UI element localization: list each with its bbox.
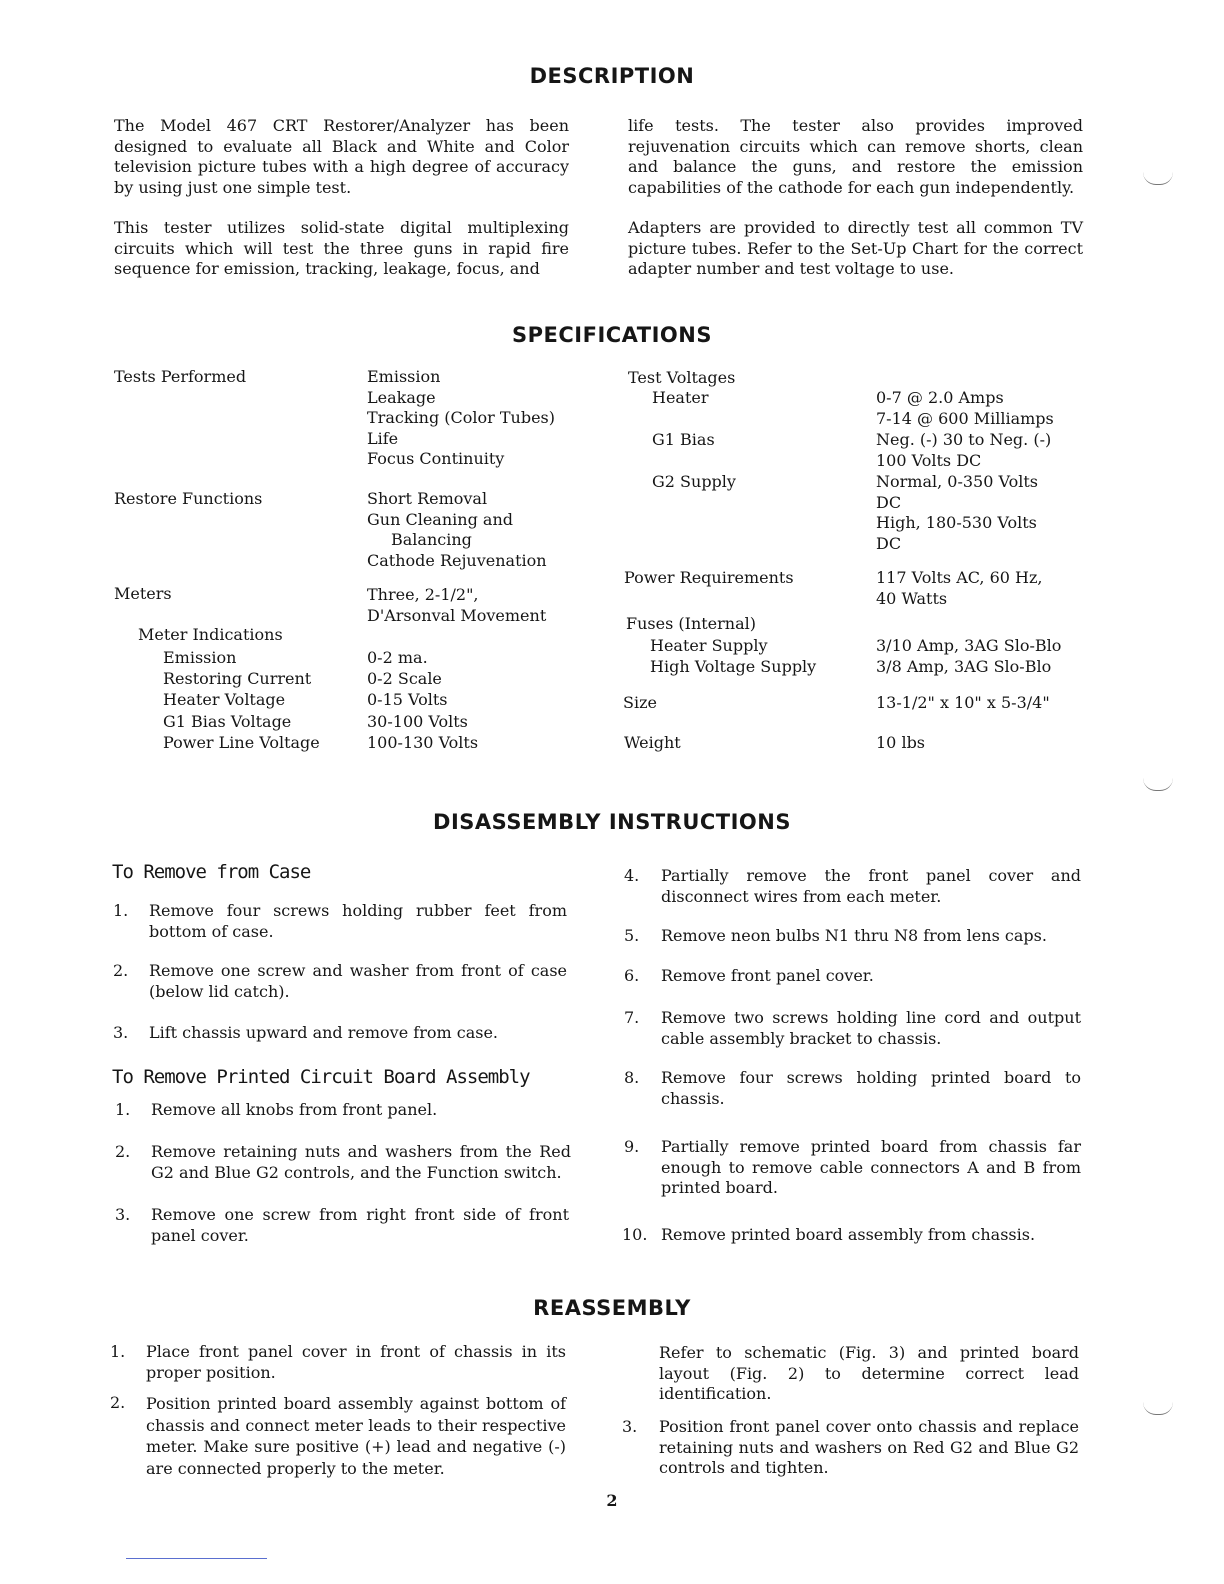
spec-value-line: Gun Cleaning and — [367, 509, 513, 529]
spec-value-line: DC — [876, 492, 902, 512]
spec-value-line: Balancing — [391, 530, 472, 549]
step-number: 2. — [110, 1393, 126, 1412]
spec-label-heater-supply: Heater Supply — [650, 636, 768, 655]
spec-value-line: High, 180-530 Volts — [876, 513, 1037, 532]
spec-value-line: 100 Volts DC — [876, 450, 982, 470]
spec-value-line: Emission — [367, 367, 441, 386]
spec-label-hv-supply: High Voltage Supply — [650, 657, 817, 676]
spec-value-tests — [367, 367, 555, 470]
spec-value-line: Short Removal — [367, 489, 488, 508]
footnote-rule — [126, 1558, 267, 1559]
spec-value-restore — [367, 489, 547, 571]
description-heading: DESCRIPTION — [529, 64, 695, 88]
indication-value: 30-100 Volts — [367, 711, 468, 731]
step-number: 1. — [113, 901, 129, 920]
spec-label-meters: Meters — [114, 584, 172, 603]
case-step-3: Lift chassis upward and remove from case. — [149, 1023, 498, 1042]
spec-label-tests-performed: Tests Performed — [114, 367, 247, 386]
spec-value-line: Focus Continuity — [367, 449, 505, 468]
specifications-heading: SPECIFICATIONS — [512, 323, 712, 347]
step-number: 9. — [624, 1137, 640, 1156]
disassembly-heading: DISASSEMBLY INSTRUCTIONS — [433, 810, 791, 834]
disassembly-step-6: Remove front panel cover. — [661, 966, 874, 985]
description-paragraph-1: The Model 467 CRT Restorer/Analyzer has been designed to evaluate all Black and White and Color television picture tubes with a high degree of accuracy by using just one simple test. — [114, 116, 569, 197]
description-paragraph-3: life tests. The tester also provides improved rejuvenation circuits which can remove shorts, clean and balance the guns, and restore the emission capabilities of the cathode for each gun independently. — [628, 116, 1083, 197]
spec-label-fuses: Fuses (Internal) — [626, 614, 756, 633]
description-paragraph-2: This tester utilizes solid-state digital multiplexing circuits which will test the three guns in rapid fire sequence for emission, tracking, leakage, focus, and — [114, 218, 569, 278]
indication-label: Power Line Voltage — [163, 732, 320, 752]
spec-value-meters — [367, 585, 546, 626]
spec-label-g1-bias: G1 Bias — [652, 430, 715, 449]
spec-value-line: Neg. (-) 30 to Neg. (-) — [876, 430, 1052, 449]
reassembly-step-2-continued: Refer to schematic (Fig. 3) and printed board layout (Fig. 2) to determine correct lead identification. — [659, 1343, 1079, 1403]
spec-label-meter-indications: Meter Indications — [138, 625, 283, 644]
margin-mark — [1143, 1402, 1173, 1415]
reassembly-heading: REASSEMBLY — [533, 1296, 691, 1320]
disassembly-step-4: Partially remove the front panel cover and disconnect wires from each meter. — [661, 866, 1081, 906]
indication-value: 100-130 Volts — [367, 732, 479, 752]
spec-value-line: Life — [367, 428, 399, 448]
spec-value-line: DC — [876, 533, 902, 553]
spec-label-test-voltages: Test Voltages — [628, 368, 736, 387]
spec-value-line: D'Arsonval Movement — [367, 605, 547, 625]
indication-label: Heater Voltage — [163, 690, 286, 710]
step-number: 3. — [115, 1205, 131, 1224]
spec-value-hv-supply: 3/8 Amp, 3AG Slo-Blo — [876, 657, 1052, 676]
margin-mark — [1143, 172, 1173, 185]
spec-value-line: Normal, 0-350 Volts — [876, 472, 1038, 491]
step-number: 2. — [113, 961, 129, 980]
reassembly-step-2: Position printed board assembly against bottom of chassis and connect meter leads to their respective meter. Make sure positive (+) lead and negative (-) are connected properly to the meter. — [146, 1394, 566, 1478]
case-step-1: Remove four screws holding rubber feet from bottom of case. — [149, 901, 567, 941]
spec-label-restore-functions: Restore Functions — [114, 489, 263, 508]
spec-label-g2-supply: G2 Supply — [652, 472, 736, 491]
step-number: 5. — [624, 926, 640, 945]
step-number: 1. — [110, 1342, 126, 1361]
remove-from-case-heading: To Remove from Case — [112, 861, 311, 883]
step-number: 4. — [624, 866, 640, 885]
step-number: 3. — [113, 1023, 129, 1042]
spec-value-g2 — [876, 472, 1038, 554]
disassembly-step-8: Remove four screws holding printed board to chassis. — [661, 1068, 1081, 1108]
reassembly-step-1: Place front panel cover in front of chassis in its proper position. — [146, 1342, 566, 1382]
spec-value-power — [876, 568, 1043, 609]
disassembly-step-10: Remove printed board assembly from chassis. — [661, 1225, 1036, 1244]
disassembly-step-5: Remove neon bulbs N1 thru N8 from lens caps. — [661, 926, 1047, 945]
step-number: 1. — [115, 1100, 131, 1119]
step-number: 10. — [622, 1225, 648, 1244]
step-number: 2. — [115, 1142, 131, 1161]
indication-label: Restoring Current — [163, 669, 312, 689]
page-number: 2 — [606, 1491, 618, 1510]
step-number: 8. — [624, 1068, 640, 1087]
indication-value: 0-2 Scale — [367, 669, 442, 689]
spec-value-line: Tracking (Color Tubes) — [367, 408, 556, 427]
spec-value-line: Three, 2-1/2", — [367, 585, 479, 604]
indication-value: 0-15 Volts — [367, 690, 448, 710]
spec-indication-labels — [163, 647, 320, 753]
reassembly-step-3: Position front panel cover onto chassis and replace retaining nuts and washers on Red G2 and Blue G2 controls and tighten. — [659, 1417, 1079, 1477]
pcb-step-2: Remove retaining nuts and washers from the Red G2 and Blue G2 controls, and the Function switch. — [151, 1142, 571, 1182]
remove-pcb-heading: To Remove Printed Circuit Board Assembly — [112, 1066, 530, 1088]
spec-value-heater-supply: 3/10 Amp, 3AG Slo-Blo — [876, 636, 1062, 655]
description-paragraph-4: Adapters are provided to directly test all common TV picture tubes. Refer to the Set-Up Chart for the correct adapter number and test voltage to use. — [628, 218, 1083, 278]
spec-value-line: Leakage — [367, 387, 436, 407]
spec-value-g1 — [876, 430, 1051, 471]
spec-label-size: Size — [623, 693, 657, 712]
indication-value: 0-2 ma. — [367, 648, 428, 667]
step-number: 7. — [624, 1008, 640, 1027]
step-number: 3. — [622, 1417, 638, 1436]
pcb-step-1: Remove all knobs from front panel. — [151, 1100, 438, 1119]
spec-value-line: Cathode Rejuvenation — [367, 550, 547, 570]
spec-value-size: 13-1/2" x 10" x 5-3/4" — [876, 693, 1050, 712]
disassembly-step-7: Remove two screws holding line cord and output cable assembly bracket to chassis. — [661, 1008, 1081, 1048]
pcb-step-3: Remove one screw from right front side of front panel cover. — [151, 1205, 569, 1245]
disassembly-step-9: Partially remove printed board from chassis far enough to remove cable connectors A and B from printed board. — [661, 1137, 1081, 1197]
spec-label-heater: Heater — [652, 388, 709, 407]
spec-label-weight: Weight — [624, 733, 681, 752]
step-number: 6. — [624, 966, 640, 985]
spec-value-line: 7-14 @ 600 Milliamps — [876, 408, 1054, 428]
spec-value-weight: 10 lbs — [876, 733, 926, 752]
spec-value-heater — [876, 388, 1054, 429]
spec-label-power: Power Requirements — [624, 568, 794, 587]
spec-value-line: 117 Volts AC, 60 Hz, — [876, 568, 1043, 587]
indication-label: Emission — [163, 648, 237, 667]
margin-mark — [1143, 778, 1173, 791]
indication-label: G1 Bias Voltage — [163, 711, 292, 731]
spec-indication-values — [367, 647, 478, 753]
spec-value-line: 0-7 @ 2.0 Amps — [876, 388, 1004, 407]
spec-value-line: 40 Watts — [876, 588, 948, 608]
case-step-2: Remove one screw and washer from front of case (below lid catch). — [149, 961, 567, 1001]
